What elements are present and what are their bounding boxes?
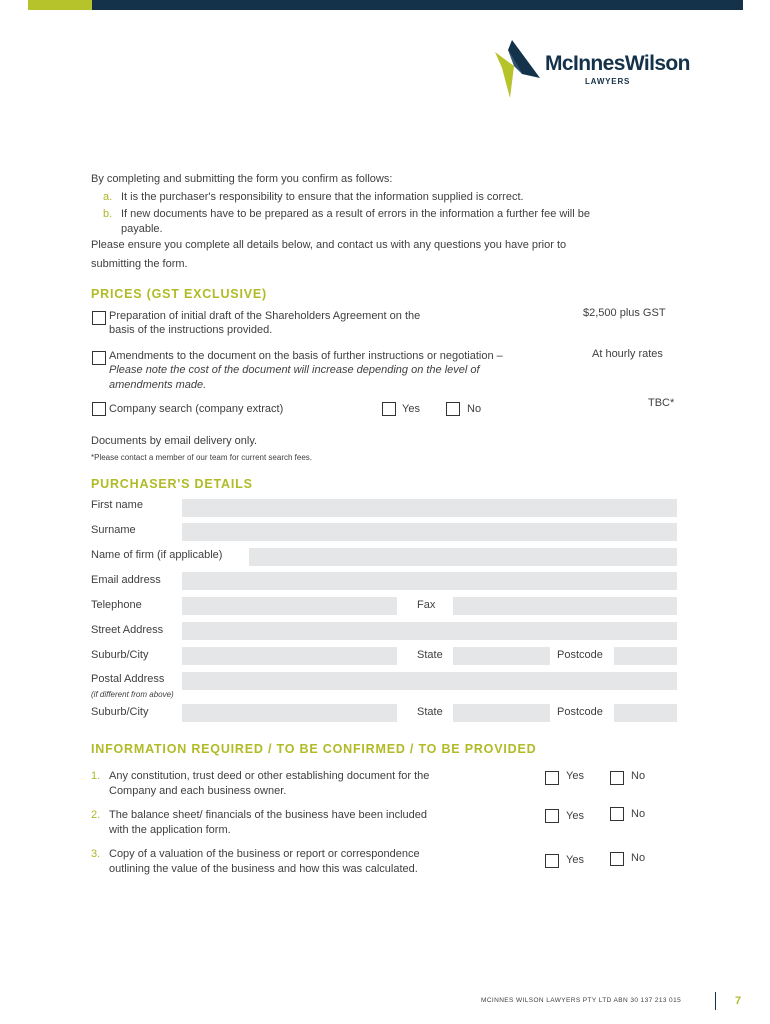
surname-label: Surname <box>91 524 136 536</box>
first-name-label: First name <box>91 499 143 511</box>
postal-suburb-field[interactable] <box>182 704 397 722</box>
info-heading: INFORMATION REQUIRED / TO BE CONFIRMED / TO BE PROVIDED <box>91 742 537 756</box>
intro-item-a-text: It is the purchaser's responsibility to ensure that the information supplied is correct. <box>121 191 524 203</box>
fax-field[interactable] <box>453 597 677 615</box>
footer-company: MCINNES WILSON LAWYERS PTY LTD ABN 30 137 213 015 <box>481 997 682 1004</box>
info-item1-no-checkbox[interactable] <box>610 771 624 785</box>
firm-label: Name of firm (if applicable) <box>91 549 223 561</box>
company-search-yes-label: Yes <box>402 403 420 415</box>
postal-address-note: (if different from above) <box>91 690 174 699</box>
postcode-field[interactable] <box>614 647 677 665</box>
info-item3-yes-checkbox[interactable] <box>545 854 559 868</box>
logo-mark-icon <box>492 38 552 100</box>
logo-wordmark: McInnesWilson <box>545 52 690 75</box>
street-field[interactable] <box>182 622 677 640</box>
purchaser-heading: PURCHASER'S DETAILS <box>91 477 253 491</box>
info-item3-text: Copy of a valuation of the business or report or correspondence <box>109 848 420 860</box>
info-item3-no-label: No <box>631 852 646 864</box>
intro-item-b-letter: b. <box>103 208 113 220</box>
info-item1-number: 1. <box>91 770 101 782</box>
intro-lead: By completing and submitting the form you confirm as follows: <box>91 173 393 185</box>
postal-state-field[interactable] <box>453 704 550 722</box>
prices-heading: PRICES (GST EXCLUSIVE) <box>91 287 267 301</box>
info-item1-text: Any constitution, trust deed or other establishing document for the <box>109 770 430 782</box>
info-item3-yes-label: Yes <box>566 854 584 866</box>
suburb-label: Suburb/City <box>91 649 149 661</box>
info-item3-number: 3. <box>91 848 101 860</box>
email-label: Email address <box>91 574 161 586</box>
info-item2-yes-label: Yes <box>566 810 584 822</box>
prices-item1-checkbox[interactable] <box>92 311 106 325</box>
prices-item1-text-cont: basis of the instructions provided. <box>109 324 273 336</box>
prices-item3-text: Company search (company extract) <box>109 403 284 415</box>
prices-item2-price: At hourly rates <box>592 348 663 360</box>
prices-item2-note-cont: amendments made. <box>109 379 207 391</box>
footer-divider <box>715 992 716 1010</box>
first-name-field[interactable] <box>182 499 677 517</box>
prices-item2-note: Please note the cost of the document will increase depending on the level of <box>109 364 480 376</box>
postal-postcode-label: Postcode <box>557 706 603 718</box>
intro-ensure-line2: submitting the form. <box>91 258 188 270</box>
info-item2-no-label: No <box>631 808 646 820</box>
info-item2-number: 2. <box>91 809 101 821</box>
postal-state-label: State <box>417 706 443 718</box>
info-item3-text-cont: outlining the value of the business and how this was calculated. <box>109 863 418 875</box>
info-item2-text: The balance sheet/ financials of the business have been included <box>109 809 427 821</box>
company-search-no-label: No <box>467 403 482 415</box>
info-item1-yes-checkbox[interactable] <box>545 771 559 785</box>
intro-item-b-text-cont: payable. <box>121 223 163 235</box>
top-bar <box>28 0 743 10</box>
suburb-field[interactable] <box>182 647 397 665</box>
prices-item2-text: Amendments to the document on the basis of further instructions or negotiation – <box>109 350 503 362</box>
telephone-field[interactable] <box>182 597 397 615</box>
email-delivery-note: Documents by email delivery only. <box>91 435 258 447</box>
fax-label: Fax <box>417 599 436 611</box>
telephone-label: Telephone <box>91 599 142 611</box>
email-field[interactable] <box>182 572 677 590</box>
info-item3-no-checkbox[interactable] <box>610 852 624 866</box>
postal-postcode-field[interactable] <box>614 704 677 722</box>
prices-item1-price: $2,500 plus GST <box>583 307 666 319</box>
company-logo <box>492 38 717 100</box>
info-item1-text-cont: Company and each business owner. <box>109 785 287 797</box>
company-search-no-checkbox[interactable] <box>446 402 460 416</box>
street-label: Street Address <box>91 624 164 636</box>
surname-field[interactable] <box>182 523 677 541</box>
postcode-label: Postcode <box>557 649 603 661</box>
search-fee-note: *Please contact a member of our team for current search fees. <box>91 453 312 462</box>
intro-item-a-letter: a. <box>103 191 113 203</box>
company-search-yes-checkbox[interactable] <box>382 402 396 416</box>
intro-item-b-text: If new documents have to be prepared as a result of errors in the information a further fee will be <box>121 208 590 220</box>
prices-item3-price: TBC* <box>648 397 675 409</box>
postal-suburb-label: Suburb/City <box>91 706 149 718</box>
state-field[interactable] <box>453 647 550 665</box>
info-item2-no-checkbox[interactable] <box>610 807 624 821</box>
state-label: State <box>417 649 443 661</box>
info-item1-no-label: No <box>631 770 646 782</box>
prices-item3-checkbox[interactable] <box>92 402 106 416</box>
postal-address-field[interactable] <box>182 672 677 690</box>
logo-subtitle: LAWYERS <box>585 77 631 86</box>
postal-address-label: Postal Address <box>91 673 165 685</box>
top-bar-accent <box>28 0 92 10</box>
info-item1-yes-label: Yes <box>566 770 584 782</box>
page-number: 7 <box>735 995 742 1007</box>
info-item2-text-cont: with the application form. <box>109 824 231 836</box>
firm-field[interactable] <box>249 548 677 566</box>
info-item2-yes-checkbox[interactable] <box>545 809 559 823</box>
prices-item1-text: Preparation of initial draft of the Shareholders Agreement on the <box>109 310 421 322</box>
intro-ensure-line1: Please ensure you complete all details below, and contact us with any questions you have prior to <box>91 239 567 251</box>
prices-item2-checkbox[interactable] <box>92 351 106 365</box>
